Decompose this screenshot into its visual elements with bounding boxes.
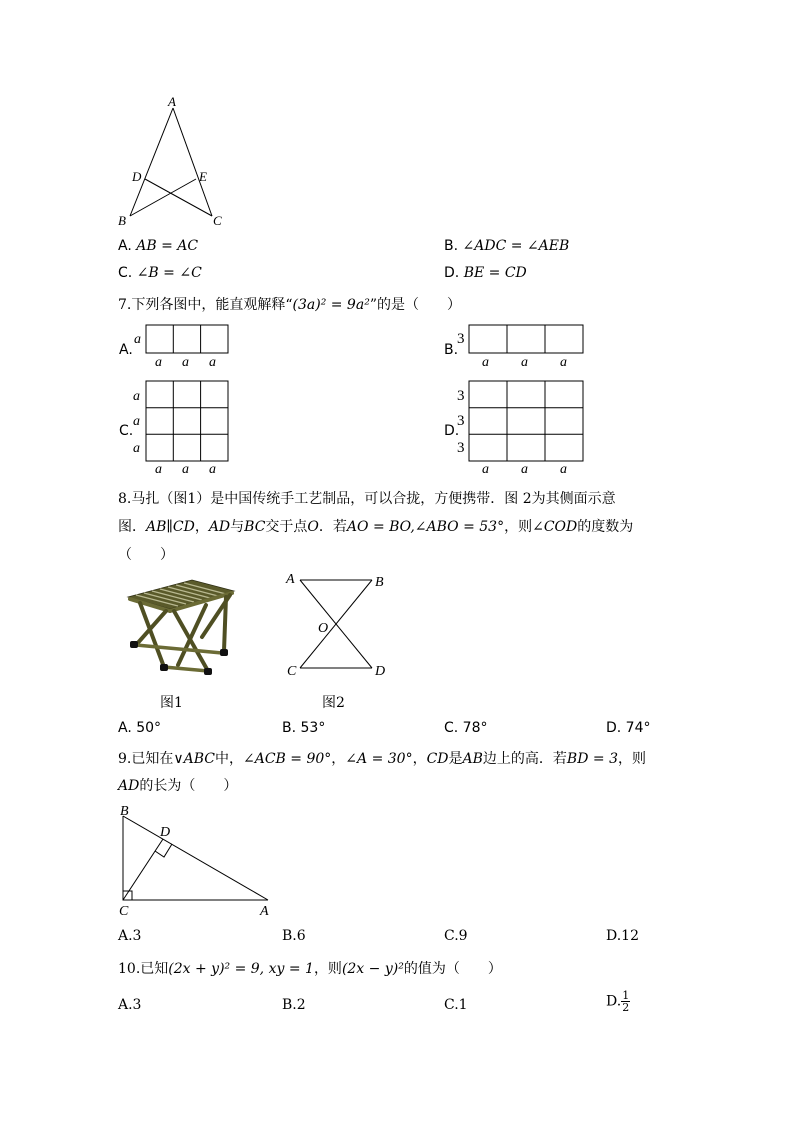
q8-option-c[interactable]: C. 78° bbox=[444, 720, 488, 736]
q8-hourglass-figure bbox=[282, 568, 392, 683]
q7-a-bottom-3: a bbox=[209, 355, 216, 370]
q10-option-a[interactable]: A.3 bbox=[118, 997, 142, 1013]
q7-d-side-2: 3 bbox=[457, 413, 465, 429]
q8-l2-m1: AB∥CD bbox=[146, 519, 195, 535]
q9-label-A: A bbox=[260, 904, 269, 919]
q8-stem-line3: （ ） bbox=[118, 547, 174, 563]
q7-option-c-figure[interactable] bbox=[130, 378, 235, 478]
q9-option-b[interactable]: B.6 bbox=[282, 928, 306, 944]
q7-option-c-prefix[interactable]: C. bbox=[119, 423, 134, 439]
q8-stem-line2 bbox=[118, 516, 633, 536]
q9-l1-g: ，则 bbox=[617, 751, 646, 767]
q9-l1-b: 中， bbox=[214, 751, 243, 767]
q9-right-triangle-figure bbox=[112, 800, 282, 920]
q6-label-B: B bbox=[118, 213, 126, 228]
q6-option-d[interactable] bbox=[444, 265, 527, 281]
q7-c-bottom-1: a bbox=[155, 462, 162, 477]
q7-stem bbox=[118, 294, 461, 314]
q8-l2-g: 的度数为 bbox=[577, 519, 634, 535]
q7-c-bottom-2: a bbox=[182, 462, 189, 477]
q8-l2-c: 与 bbox=[230, 519, 245, 535]
q10-stem-m1: (2x + y)² = 9, xy = 1 bbox=[168, 961, 314, 977]
fig1-caption: 图1 bbox=[160, 695, 183, 711]
q7-option-d-figure[interactable] bbox=[455, 378, 590, 478]
q9-label-C: C bbox=[119, 904, 129, 919]
q9-label-D: D bbox=[160, 825, 171, 840]
q9-option-d[interactable]: D.12 bbox=[606, 928, 639, 944]
q6-option-a[interactable] bbox=[118, 238, 198, 254]
q9-l1-m1: ∨ABC bbox=[173, 751, 215, 767]
q7-option-b-figure[interactable] bbox=[455, 322, 590, 370]
q10-option-d-prefix: D. bbox=[606, 993, 622, 1010]
q8-l2-e: ．若 bbox=[318, 519, 347, 535]
q8-option-b[interactable]: B. 53° bbox=[282, 720, 326, 736]
q7-stem-suffix: ”的是（ ） bbox=[369, 297, 461, 313]
q6-option-b-math: ∠ADC = ∠AEB bbox=[462, 238, 570, 254]
q9-l1-m3: ∠A = 30° bbox=[345, 751, 413, 767]
q9-l1-m5: AB bbox=[462, 751, 483, 767]
q7-c-side-2: a bbox=[133, 414, 140, 429]
q8-l2-f: ，则 bbox=[504, 519, 533, 535]
q7-d-bottom-3: a bbox=[560, 462, 567, 477]
q8-l2-m5: AO = BO,∠ABO = 53° bbox=[346, 519, 505, 535]
q9-l1-m2: ∠ACB = 90° bbox=[242, 751, 332, 767]
q6-option-b[interactable] bbox=[444, 238, 569, 254]
q7-d-bottom-2: a bbox=[521, 462, 528, 477]
q7-d-bottom-1: a bbox=[482, 462, 489, 477]
q9-l2-t: 的长为（ ） bbox=[139, 778, 238, 794]
q8-label-D: D bbox=[375, 664, 386, 679]
q9-l1-m6: BD = 3 bbox=[566, 751, 618, 767]
q7-a-bottom-1: a bbox=[155, 355, 162, 370]
q7-option-a-figure[interactable] bbox=[130, 322, 235, 370]
q9-l1-c: ， bbox=[331, 751, 346, 767]
q10-option-d-fraction bbox=[621, 990, 630, 1013]
q9-option-c[interactable]: C.9 bbox=[444, 928, 468, 944]
q6-label-C: C bbox=[213, 213, 222, 228]
q7-d-side-1: 3 bbox=[457, 388, 465, 404]
q8-l2-m6: ∠COD bbox=[532, 519, 578, 535]
q6-option-a-math: AB = AC bbox=[136, 238, 199, 254]
q10-stem bbox=[118, 958, 502, 978]
q8-label-B: B bbox=[375, 575, 384, 590]
fig2-caption: 图2 bbox=[322, 695, 345, 711]
q10-option-d[interactable] bbox=[606, 990, 630, 1013]
q6-label-E: E bbox=[199, 169, 207, 184]
q8-l2-a: 图． bbox=[118, 519, 146, 535]
q7-b-side-label: 3 bbox=[457, 331, 465, 347]
q6-option-d-prefix: D. bbox=[444, 265, 460, 281]
q6-option-c[interactable] bbox=[118, 265, 202, 281]
q7-c-side-1: a bbox=[133, 389, 140, 404]
q6-label-D: D bbox=[132, 169, 142, 184]
q9-option-a[interactable]: A.3 bbox=[118, 928, 142, 944]
q8-l2-m4: O bbox=[307, 519, 319, 535]
q8-option-a[interactable]: A. 50° bbox=[118, 720, 162, 736]
q10-stem-c: 的值为（ ） bbox=[403, 961, 502, 977]
q9-l1-m4: CD bbox=[426, 751, 449, 767]
q6-option-b-prefix: B. bbox=[444, 238, 459, 254]
q8-l2-m2: AD bbox=[208, 519, 231, 535]
q7-b-bottom-3: a bbox=[560, 355, 567, 370]
q10-stem-a: 10.已知 bbox=[118, 961, 169, 977]
q6-option-d-math: BE = CD bbox=[463, 265, 527, 281]
q7-a-side-label: a bbox=[134, 332, 141, 347]
q8-label-C: C bbox=[287, 664, 297, 679]
q6-option-c-prefix: C. bbox=[118, 265, 133, 281]
q7-d-side-3: 3 bbox=[457, 440, 465, 456]
q9-l1-e: 是 bbox=[448, 751, 463, 767]
q9-stem-line2 bbox=[118, 775, 237, 795]
q9-l2-m: AD bbox=[118, 778, 140, 794]
q7-option-d-prefix[interactable]: D. bbox=[444, 423, 460, 439]
q7-option-b-prefix[interactable]: B. bbox=[444, 342, 459, 358]
q7-a-bottom-2: a bbox=[182, 355, 189, 370]
q9-label-B: B bbox=[120, 804, 129, 819]
q6-option-c-math: ∠B = ∠C bbox=[136, 265, 202, 281]
q7-stem-math: (3a)² = 9a² bbox=[292, 297, 370, 313]
q8-l2-b: ， bbox=[194, 519, 209, 535]
q9-l1-f: 边上的高．若 bbox=[482, 751, 567, 767]
q7-b-bottom-2: a bbox=[521, 355, 528, 370]
q8-option-d[interactable]: D. 74° bbox=[606, 720, 651, 736]
q7-c-bottom-3: a bbox=[209, 462, 216, 477]
q7-stem-prefix: 7.下列各图中，能直观解释“ bbox=[118, 297, 293, 313]
q9-stem-line1 bbox=[118, 748, 646, 768]
q10-d-numerator: 1 bbox=[622, 989, 630, 1002]
q10-d-denominator: 2 bbox=[622, 1001, 630, 1014]
q10-stem-b: ，则 bbox=[313, 961, 342, 977]
q8-l2-d: 交于点 bbox=[265, 519, 308, 535]
q7-option-a-prefix[interactable]: A. bbox=[119, 342, 133, 358]
q6-triangle-figure bbox=[110, 92, 240, 232]
q10-option-c[interactable]: C.1 bbox=[444, 997, 468, 1013]
q8-label-A: A bbox=[286, 572, 295, 587]
q7-b-bottom-1: a bbox=[482, 355, 489, 370]
q10-stem-m2: (2x − y)² bbox=[341, 961, 404, 977]
q7-c-side-3: a bbox=[133, 441, 140, 456]
q9-l1-a: 9.已知在 bbox=[118, 751, 174, 767]
q6-option-a-prefix: A. bbox=[118, 238, 132, 254]
q10-option-b[interactable]: B.2 bbox=[282, 997, 306, 1013]
q8-label-O: O bbox=[318, 621, 329, 636]
q6-label-A: A bbox=[168, 94, 176, 109]
q8-stem-line1: 8.马扎（图1）是中国传统手工艺制品，可以合拢，方便携带．图 2为其侧面示意 bbox=[118, 491, 616, 507]
q8-l2-m3: BC bbox=[244, 519, 266, 535]
q9-l1-d: ， bbox=[412, 751, 427, 767]
folding-stool-image bbox=[122, 575, 242, 680]
